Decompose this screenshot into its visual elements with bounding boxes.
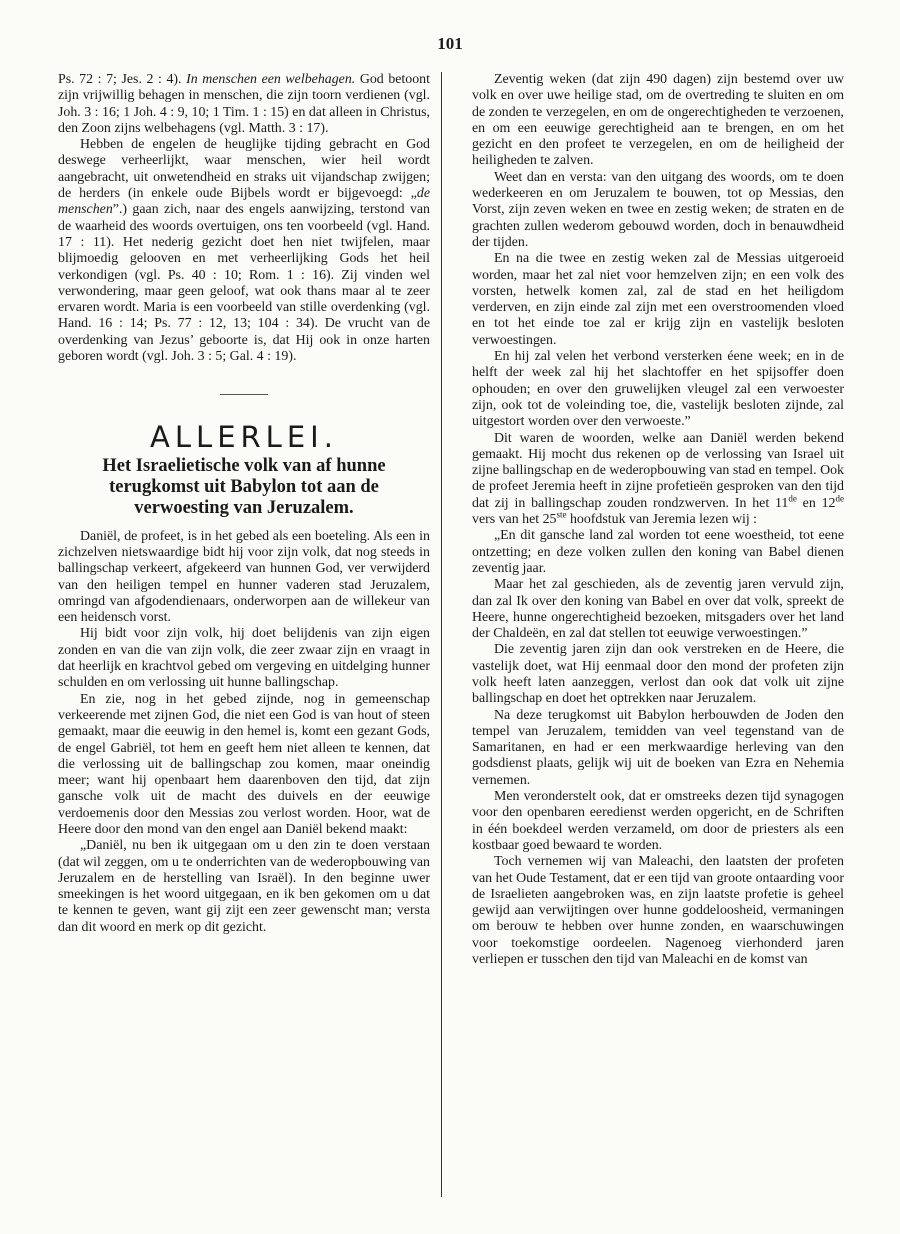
paragraph: En hij zal velen het verbond versterken éene week; en in de helft der week zal hij het slachtoffer en het spijsoffer doen ophouden; en over den gruwelijken vleugel zal een verwoester zijn, ook tot de voleinding toe, die, vastelijk besloten zijnde, zal uitgestort worden over den verwoeste.” [472,349,844,430]
section-heading: ALLERLEI. [150,420,338,455]
article-title-line: terugkomst uit Babylon tot aan de [109,476,379,497]
paragraph: „En dit gansche land zal worden tot eene woestheid, tot eene ontzetting; en deze volken zullen den koning van Babel dienen zeventig jaar. [472,528,844,576]
paragraph: „Daniël, nu ben ik uitgegaan om u den zin te doen verstaan (dat wil zeggen, om u te onderrichten van de wederopbouwing van Jeruzalem en de herstelling van Israël). In den beginne uwer smeekingen is het woord uitgegaan, en ik ben gekomen om u dat te kennen te geven, want gij zijt een zeer gewenscht man; versta dan dit woord en merk op dit gezicht. [58,838,430,935]
paragraph: Toch vernemen wij van Maleachi, den laatsten der profeten van het Oude Testament, dat er een tijd van groote ontaarding voor de Israelieten aangebroken was, en zijn laatste profetie is geheel gewijd aan verwijtingen over hunne goddeloosheid, vermaningen om berouw te hebben over hunne zonden, en waarschuwingen voor toekomstige oordeelen. Nagenoeg vierhonderd jaren verliepen er tusschen den tijd van Maleachi en de komst van [472,854,844,968]
paragraph: Maar het zal geschieden, als de zeventig jaren vervuld zijn, dan zal Ik over den koning van Babel en over dat volk, spreekt de Heere, hunne ongerechtigheid bezoeken, mitsgaders over het land der Chaldeën, en zal dat stellen tot eeuwige verwoestingen.” [472,577,844,642]
paragraph: Die zeventig jaren zijn dan ook verstreken en de Heere, die vastelijk doet, wat Hij eenmaal door den mond der profeten zijn volk heeft laten aanzeggen, verlost dan ook dat volk uit zijne ballingschap en doet het optrekken naar Jeruzalem. [472,642,844,707]
italic-phrase: In menschen een welbehagen. [186,72,356,87]
article-title-line: verwoesting van Jeruzalem. [134,497,354,518]
paragraph-engelen: Hebben de engelen de heuglijke tijding gebracht en God deswege verheerlijkt, waar menschen, wier heil wordt aangebracht, uit onwetendheid en straks uit vijandschap zwijgen; de herders (in enkele oude Bijbels wordt er bijgevoegd: „de menschen”.) gaan zich, naar des engels aanwijzing, terstond van de waarheid des woords overtuigen, ons ten voorbeeld (vgl. Hand. 17 : 11). Het nederig gezicht doet hen niet twijfelen, maar blijmoedig gelooven en met verheerlijking Gods het heil verkondigen (vgl. Ps. 40 : 10; Rom. 1 : 16). Zij vinden wel verwondering, maar geen geloof, wat ook thans maar al te zeer ervaren wordt. Maria is een voorbeeld van stille overdenking (vgl. Hand. 16 : 14; Ps. 77 : 12, 13; 104 : 34). De vrucht van de overdenking van Jezus’ geboorte is, dat Hij ook in onze harten geboren wordt (vgl. Joh. 3 : 5; Gal. 4 : 19). [58,137,430,365]
page-number: 101 [437,34,463,53]
article-title [58,456,430,519]
paragraph: Daniël, de profeet, is in het gebed als een boeteling. Als een in zichzelven nietswaardige bidt hij voor zijn volk, dat nog steeds in ballingschap verkeert, afgekeerd van hunnen God, ver verwijderd van den heiligen tempel en hunner vaderen stad Jeruzalem, omringd van afgodendienaars, onderworpen aan de willekeur van een heidensch vorst. [58,528,430,626]
paragraph-intro: Ps. 72 : 7; Jes. 2 : 4). In menschen een welbehagen. God betoont zijn vrijwillig behagen in menschen, die zijn toorn verdienen (vgl. Joh. 3 : 16; 1 Joh. 4 : 9, 10; 1 Tim. 1 : 15) en dat alleen in Christus, den Zoon zijns welbehagens (vgl. Matth. 3 : 17). [58,72,430,136]
paragraph: Hij bidt voor zijn volk, hij doet belijdenis van zijn eigen zonden en van die van zijn volk, die zeer zwaar zijn en vraagt in dat heerlijk en krachtvol gebed om vergeving en uitdelging hunner schulden en om verlossing uit hunne ballingschap. [58,626,430,691]
right-column [472,72,844,968]
paragraph: En zie, nog in het gebed zijnde, nog in gemeenschap verkeerende met zijnen God, die niet een God is van hout of steen gemaakt, maar die eeuwig in den hemel is, komt een gezant Gods, de engel Gabriël, tot hem en geeft hem niet alleen te kennen, dat die verlossing uit de ballingschap zou komen, maar oneindig meer; want hij openbaart hem daarenboven den tijd, dat zijn gansche volk uit de macht des duivels en der eeuwige verdoemenis door den Messias zou verlost worden. Hoor, wat de Heere door den mond van den engel aan Daniël bekend maakt: [58,691,430,837]
left-column [58,72,430,936]
paragraph: Na deze terugkomst uit Babylon herbouwden de Joden den tempel van Jeruzalem, temidden van veel tegenstand van de Samaritanen, en had er een merkwaardige herleving van den godsdienst plaats, gelijk wij uit de boeken van Ezra en Nehemia vernemen. [472,707,844,788]
column-rule [441,72,442,1197]
paragraph-jeremia: Dit waren de woorden, welke aan Daniël werden bekend gemaakt. Hij mocht dus rekenen op de verlossing van Israel uit zijne ballingschap en de wederopbouwing van stad en tempel. Ook de profeet Jeremia heeft in zijne profetieën gesproken van den tijd dat zij in ballingschap zouden rondzwerven. In het 11de en 12de vers van het 25ste hoofdstuk van Jeremia lezen wij : [472,430,844,528]
paragraph: Weet dan en versta: van den uitgang des woords, om te doen wederkeeren en om Jeruzalem te bouwen, tot op Messias, den Vorst, zijn zeven weken en twee en zestig weken; de straten en de grachten zullen wederom gebouwd worden, doch in benauwdheid der tijden. [472,169,844,250]
paragraph: En na die twee en zestig weken zal de Messias uitgeroeid worden, maar het zal niet voor hemzelven zijn; en een volk des vorsten, hetwelk komen zal, zal de stad en het heiligdom verderven, en zijn einde zal zijn met een overstroomenden vloed en tot het einde toe zal er krijg zijn en vastelijk besloten verwoestingen. [472,251,844,348]
italic-phrase: de menschen [58,186,430,218]
article-title-line: Het Israelietische volk van af hunne [102,455,386,476]
paragraph: Men veronderstelt ook, dat er omstreeks dezen tijd synagogen voor den openbaren eeredienst werden opgericht, en de Schriften in één boekdeel werden verzameld, om door de priesters als een kostbaar goed bewaard te worden. [472,789,844,853]
section-divider [220,394,268,395]
paragraph: Zeventig weken (dat zijn 490 dagen) zijn bestemd over uw volk en over uwe heilige stad, om de overtreding te sluiten en om de zonden te verzegelen, en om de ongerechtigheden te verzoenen, en om een eeuwige gerechtigheid aan te brengen, en om het gezicht en den profeet te verzegelen, en om de heiligheid der heiligheden te zalven. [472,72,844,169]
